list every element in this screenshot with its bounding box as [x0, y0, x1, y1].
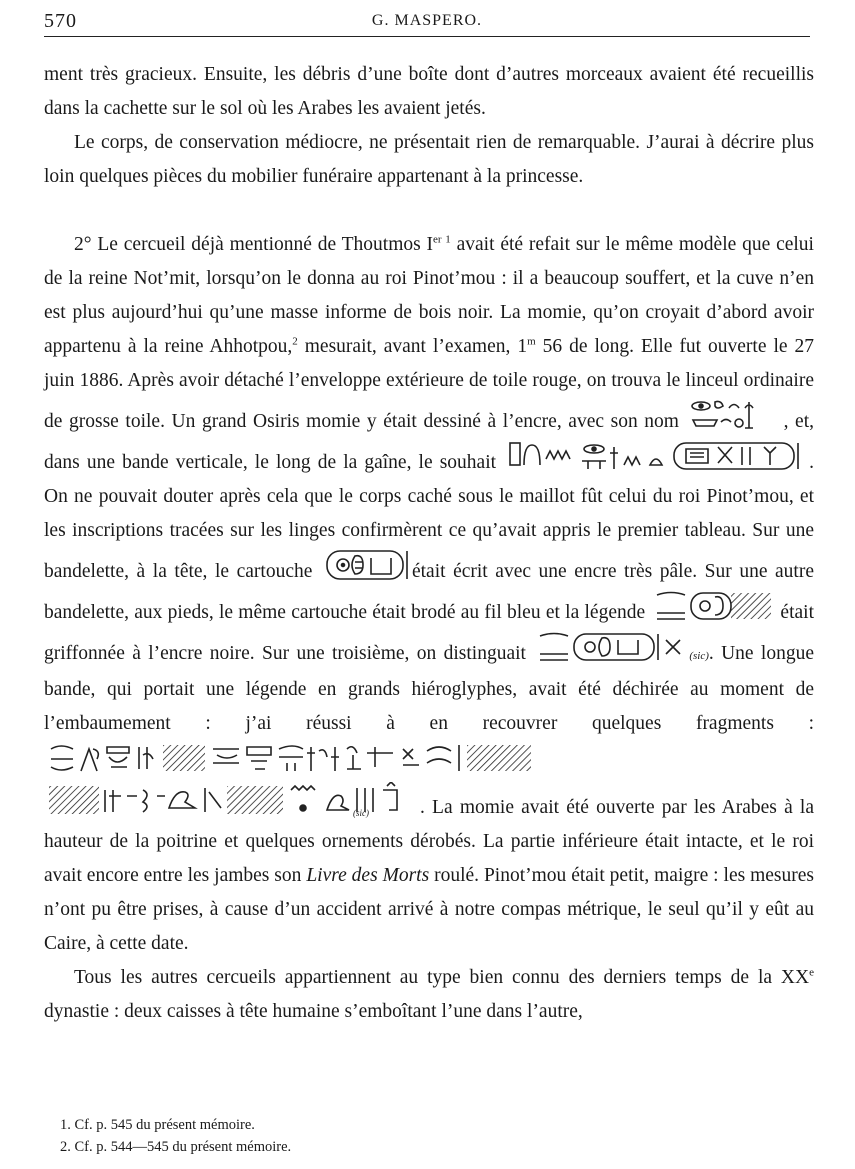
paragraph-1: ment très gracieux. Ensuite, les débris d’une boîte dont d’autres morceaux avaient été recueillis dans la cachette sur le sol où les Arabes les avaient jetés.	[44, 64, 814, 119]
text-span: 2° Le cercueil déjà mentionné de Thoutmos I	[74, 234, 434, 255]
text-span: Tous les autres cercueils appartiennent au type bien connu des derniers temps de la XX	[74, 967, 810, 988]
hieroglyph-legend-1	[653, 589, 777, 623]
text-span: était griffonnée à l’encre noire. Sur une troisième, on distinguait	[44, 602, 814, 664]
paragraph-3	[44, 228, 814, 961]
sic-inline-note: (sic)	[353, 808, 369, 818]
text-span: était écrit avec une encre très pâle. Sur une autre bandelette, aux pieds, le même cartouche était brodé au fil bleu et la légende	[44, 561, 814, 623]
page-number: 570	[44, 10, 77, 32]
text-span: avait été refait sur le même modèle que celui de la reine Not’mit, lorsqu’on le donna au roi Pinot’mou : il a beaucoup souffert, et la cuve n’en est plus aujourd’hui qu’une masse informe de bois noir. La momie, qu’on croyait d’abord avoir appartenu à la reine Ahhotpou,	[44, 234, 814, 357]
page-header	[44, 6, 810, 34]
text-span: roulé. Pinot’mou était petit, maigre : les mesures n’ont pu être prises, à cause d’un accident arrivé à notre compas métrique, le seul qu’il y eût au Caire, à cette date.	[44, 865, 814, 954]
cartouche-pinotmou	[323, 548, 409, 582]
footnote-2: 2. Cf. p. 544—545 du présent mémoire.	[60, 1139, 292, 1155]
text-span: . La momie avait été ouverte par les Arabes à la hauteur de la poitrine et quelques ornements dérobés. La partie inférieure était intacte, et le roi avait encore entre les jambes son	[44, 797, 814, 886]
text-span: mesurait, avant l’examen, 1	[297, 336, 528, 357]
footnote-1: 1. Cf. p. 545 du présent mémoire.	[60, 1117, 255, 1133]
hieroglyph-fragments-2	[47, 782, 417, 818]
hieroglyph-osiris-name	[689, 398, 781, 432]
footnote-ref-2: 2	[292, 335, 298, 348]
sic-note: (sic)	[689, 650, 709, 662]
text-span: , et, dans une bande verticale, le long de la gaîne, le souhait	[44, 411, 814, 473]
header-rule	[44, 36, 810, 37]
paragraph-4	[44, 961, 814, 1029]
unit-superscript: m	[527, 335, 536, 348]
hieroglyph-wish-formula	[506, 439, 806, 473]
running-head: G. MASPERO.	[371, 12, 483, 29]
footnotes	[60, 1114, 800, 1158]
text-span: . On ne pouvait douter après cela que le corps caché sous le maillot fût celui du roi Pinot’mou, et les inscriptions tracées sur les linges confirmèrent ce qu’avait appris le premier tableau. Sur une bandelette, à la tête, le cartouche	[44, 452, 814, 582]
superscript: e	[809, 966, 814, 979]
text-span: . Une longue bande, qui portait une légende en grands hiéroglyphes, avait été déchirée au moment de l’embaumement : j’ai réussi à en recouvrer quelques fragments :	[44, 643, 815, 734]
paragraph-2: Le corps, de conservation médiocre, ne présentait rien de remarquable. J’aurai à décrire plus loin quelques pièces du mobilier funéraire appartenant à la princesse.	[44, 132, 814, 187]
book-title: Livre des Morts	[306, 865, 430, 886]
hieroglyph-legend-2	[536, 630, 686, 664]
hieroglyph-fragments-1	[47, 741, 537, 775]
footnote-ref-1: er 1	[433, 233, 451, 246]
text-span: dynastie : deux caisses à tête humaine s’emboîtant l’une dans l’autre,	[44, 1001, 583, 1022]
text-span: 56 de long. Elle fut ouverte le 27 juin 1886. Après avoir détaché l’enveloppe extérieure de toile rouge, on trouva le linceul ordinaire de grosse toile. Un grand Osiris momie y était dessiné à l’encre, avec son nom	[44, 336, 815, 432]
body-text	[44, 58, 814, 1029]
